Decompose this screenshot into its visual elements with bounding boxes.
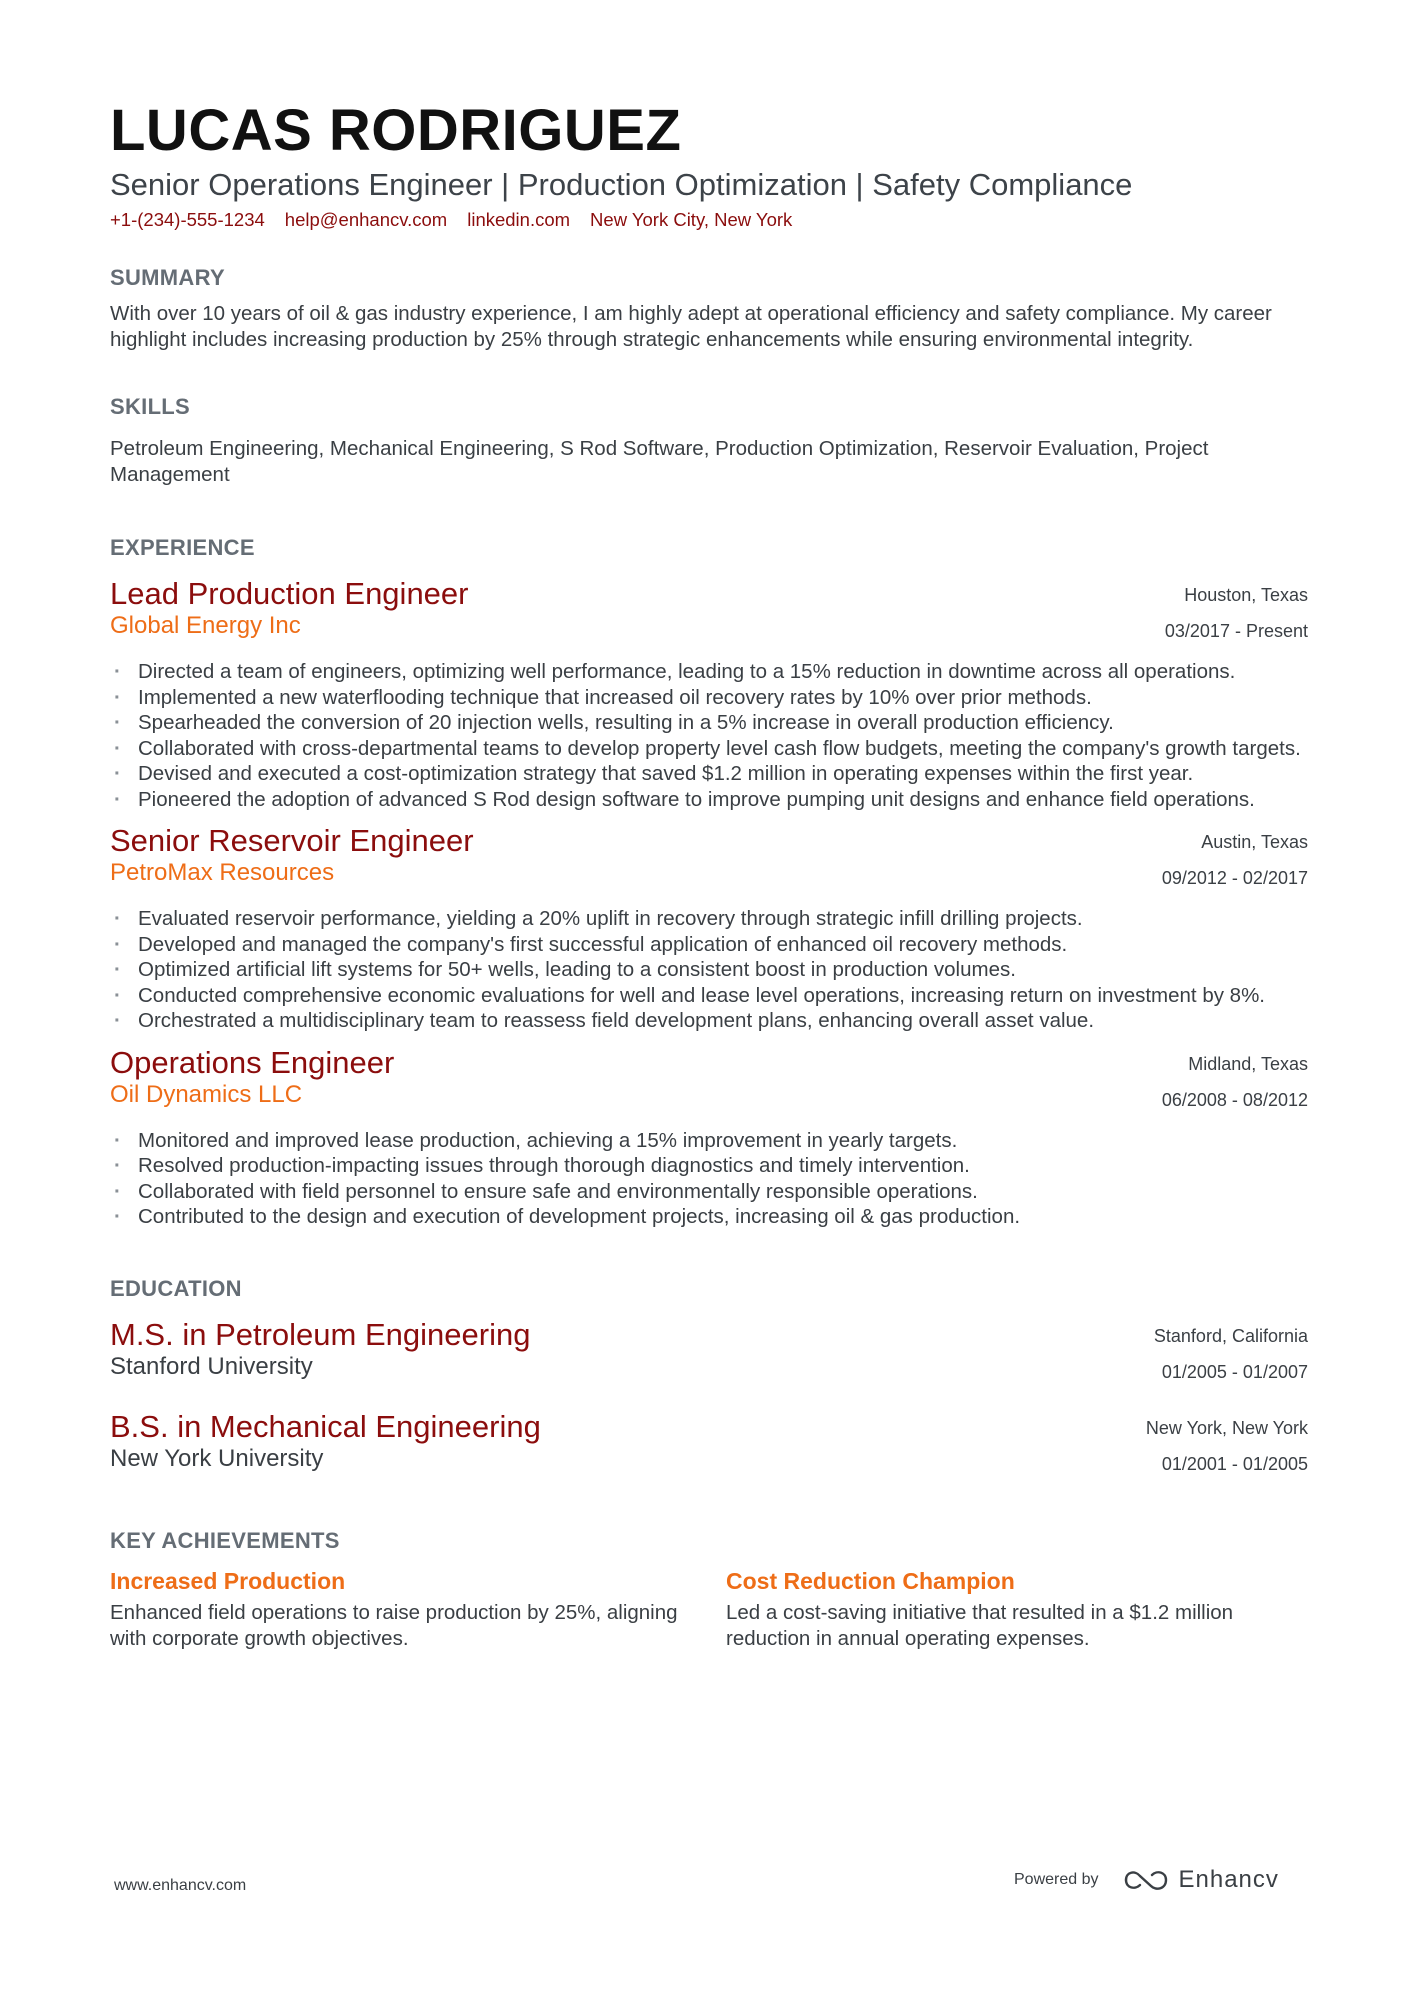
achievement-item [726,1566,1308,1652]
bullet-item: · Developed and managed the company's first successful application of enhanced oil recovery methods. [110,932,1308,958]
experience-heading: EXPERIENCE [110,535,255,560]
bullet-item: · Resolved production-impacting issues through thorough diagnostics and timely intervention. [110,1153,1308,1179]
job-company: PetroMax Resources [110,859,335,886]
footer-branding [1014,1866,1279,1894]
contact-info [110,209,1308,231]
experience-entry [110,577,1308,812]
summary-section [110,265,1308,352]
contact-phone[interactable]: +1-(234)-555-1234 [110,209,265,230]
bullet-item: · Directed a team of engineers, optimizing well performance, leading to a 15% reduction in downtime across all operations. [110,659,1308,685]
education-section [110,1276,1308,1482]
job-location: Austin, Texas [1201,832,1308,852]
powered-by-label: Powered by [1014,1871,1099,1888]
bullet-item: · Collaborated with cross-departmental teams to develop property level cash flow budgets, meeting the company's growth targets. [110,736,1308,762]
contact-linkedin[interactable]: linkedin.com [467,209,571,230]
skills-heading: SKILLS [110,394,191,419]
bullet-item: · Evaluated reservoir performance, yielding a 20% uplift in recovery through strategic infill drilling projects. [110,906,1308,932]
school-name: Stanford University [110,1352,313,1380]
job-company: Global Energy Inc [110,612,301,639]
achievement-text: Led a cost-saving initiative that resulted in a $1.2 million reduction in annual operating expenses. [726,1600,1234,1650]
experience-entry [110,824,1308,1034]
brand-name: Enhancv [1178,1866,1279,1893]
skills-text: Petroleum Engineering, Mechanical Engineering, S Rod Software, Production Optimization, Reservoir Evaluation, Project Management [110,437,1209,486]
school-location: New York, New York [1145,1417,1308,1438]
skills-section [110,394,1308,487]
school-name: New York University [110,1444,324,1472]
achievement-title: Increased Production [110,1567,346,1594]
summary-text: With over 10 years of oil & gas industry experience, I am highly adept at operational efficiency and safety compliance. My career highlight includes increasing production by 25% through strategic enhancements while ensuring environmental integrity. [110,302,1272,351]
job-dates: 03/2017 - Present [1164,621,1308,641]
footer-website[interactable]: www.enhancv.com [114,1877,247,1894]
bullet-item: · Orchestrated a multidisciplinary team to reassess field development plans, enhancing overall asset value. [110,1008,1308,1034]
school-dates: 01/2005 - 01/2007 [1161,1361,1308,1382]
job-company: Oil Dynamics LLC [110,1080,303,1108]
school-dates: 01/2001 - 01/2005 [1161,1453,1308,1474]
bullet-item: · Devised and executed a cost-optimization strategy that saved $1.2 million in operating expenses within the first year. [110,761,1308,787]
job-bullets [110,906,1308,1034]
job-bullets [110,659,1308,812]
education-entry [110,1318,1308,1390]
job-role: Senior Reservoir Engineer [110,823,474,858]
summary-heading: SUMMARY [110,265,225,290]
bullet-item: · Implemented a new waterflooding technique that increased oil recovery rates by 10% over prior methods. [110,685,1308,711]
enhancv-logo-icon [1123,1867,1169,1893]
bullet-item: · Optimized artificial lift systems for 50+ wells, leading to a consistent boost in production volumes. [110,957,1308,983]
contact-email[interactable]: help@enhancv.com [284,209,448,230]
candidate-title: Senior Operations Engineer | Production Optimization | Safety Compliance [110,167,1133,202]
bullet-item: · Collaborated with field personnel to ensure safe and environmentally responsible operations. [110,1179,1308,1205]
bullet-item: · Conducted comprehensive economic evaluations for well and lease level operations, increasing return on investment by 8%. [110,983,1308,1009]
job-dates: 06/2008 - 08/2012 [1161,1089,1308,1110]
bullet-item: · Contributed to the design and execution of development projects, increasing oil & gas production. [110,1204,1308,1230]
resume-content [110,96,1308,1652]
job-location: Houston, Texas [1184,585,1308,605]
school-location: Stanford, California [1153,1325,1308,1346]
bullet-item: · Spearheaded the conversion of 20 injection wells, resulting in a 5% increase in overall production efficiency. [110,710,1308,736]
header [110,96,1308,231]
contact-location: New York City, New York [590,209,793,230]
bullet-item: · Pioneered the adoption of advanced S Rod design software to improve pumping unit designs and enhance field operations. [110,787,1308,813]
degree-title: B.S. in Mechanical Engineering [110,1408,541,1444]
bullet-item: · Monitored and improved lease production, achieving a 15% improvement in yearly targets. [110,1128,1308,1154]
experience-section [110,535,1308,1230]
education-entry [110,1410,1308,1482]
job-role: Operations Engineer [110,1044,395,1080]
candidate-name: LUCAS RODRIGUEZ [110,98,682,163]
job-role: Lead Production Engineer [110,576,469,611]
degree-title: M.S. in Petroleum Engineering [110,1316,531,1352]
achievements-heading: KEY ACHIEVEMENTS [110,1527,340,1553]
job-dates: 09/2012 - 02/2017 [1161,868,1308,888]
job-location: Midland, Texas [1188,1053,1308,1074]
achievements-grid [110,1566,1308,1652]
achievements-section [110,1528,1308,1652]
achievement-text: Enhanced field operations to raise production by 25%, aligning with corporate growth objectives. [110,1600,678,1650]
brand-link[interactable] [1123,1866,1279,1894]
education-heading: EDUCATION [110,1275,242,1301]
job-bullets [110,1128,1308,1230]
achievement-item [110,1566,710,1652]
achievement-title: Cost Reduction Champion [726,1567,1015,1594]
experience-entry [110,1046,1308,1230]
